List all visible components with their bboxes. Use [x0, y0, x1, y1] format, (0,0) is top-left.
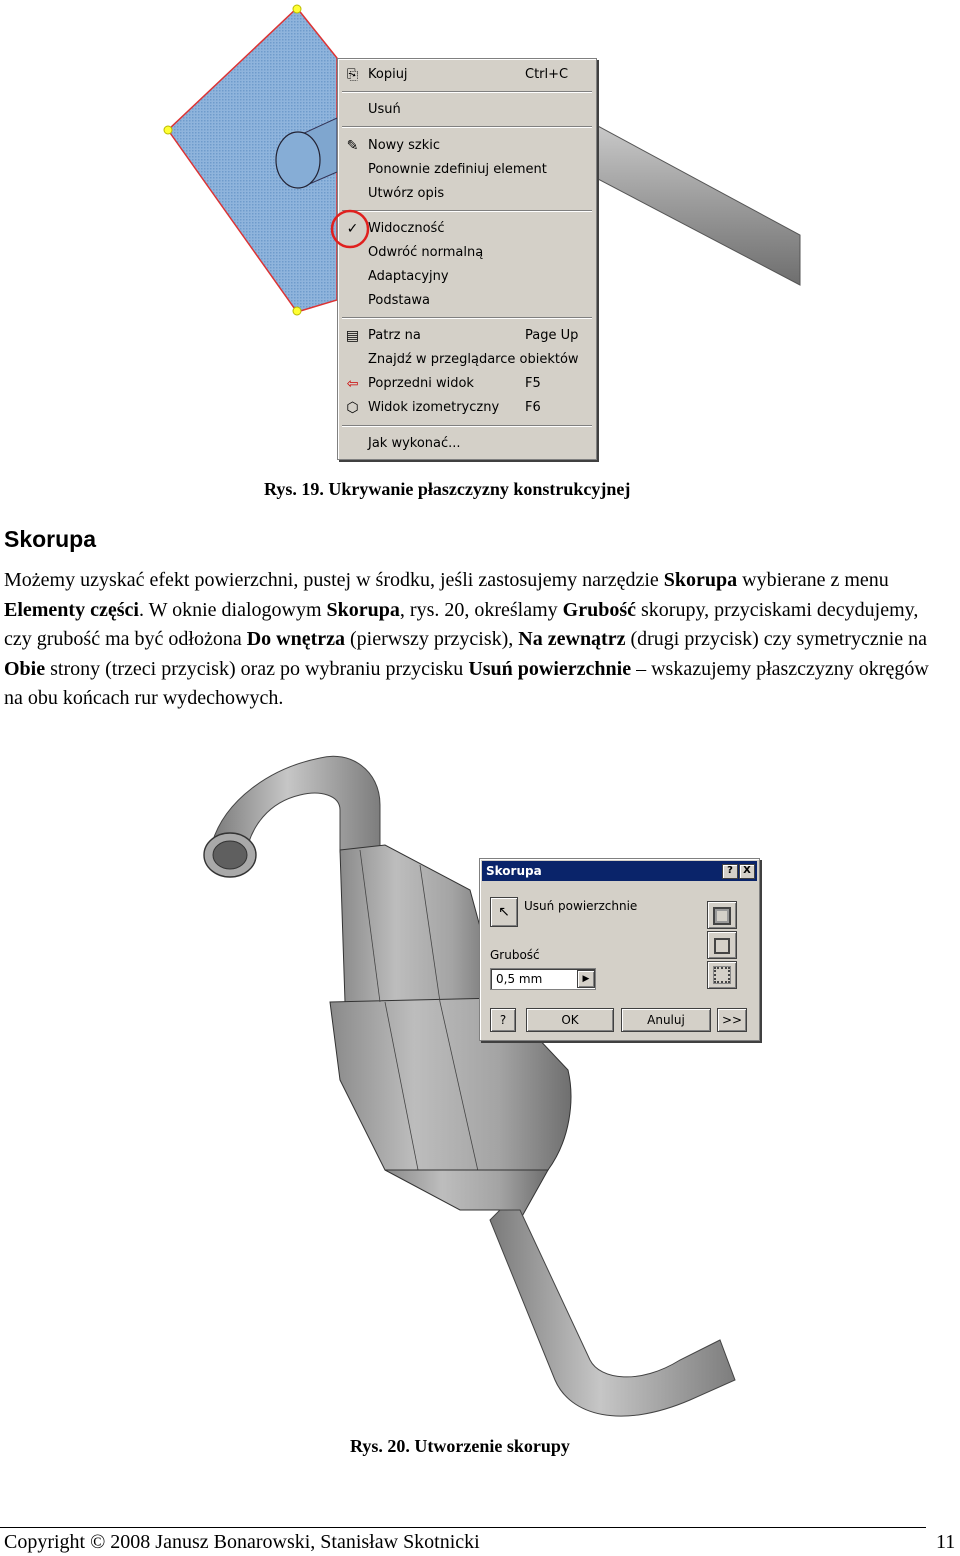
menu-separator [342, 317, 592, 319]
cancel-button[interactable]: Anuluj [621, 1008, 711, 1032]
look-at-icon: ▤ [345, 328, 360, 344]
close-title-button[interactable]: X [739, 864, 755, 879]
checkmark-icon: ✓ [346, 221, 359, 237]
pipe-right [596, 125, 800, 285]
footer-rule [0, 1527, 926, 1528]
figure-19-caption: Rys. 19. Ukrywanie płaszczyzny konstrukcyjnej [264, 479, 631, 499]
menu-separator [342, 210, 592, 212]
outside-direction-button[interactable] [707, 931, 737, 959]
thickness-field[interactable]: 0,5 mm ▶ [490, 968, 596, 990]
ok-button[interactable]: OK [526, 1008, 614, 1032]
menu-separator [342, 126, 592, 128]
help-title-button[interactable]: ? [722, 864, 738, 879]
thickness-label: Grubość [490, 948, 540, 962]
new-sketch-icon: ✎ [346, 138, 359, 154]
menu-item-create-note[interactable]: Utwórz opis [368, 186, 445, 201]
menu-item-flip-normal[interactable]: Odwróć normalną [368, 245, 484, 260]
shell-dialog [479, 858, 760, 1041]
remove-faces-label: Usuń powierzchnie [524, 899, 638, 913]
both-direction-button[interactable] [707, 961, 737, 989]
menu-item-isometric-view[interactable]: ⬡ Widok izometryczny F6 [338, 397, 596, 419]
dialog-title-bar: Skorupa ? X [482, 861, 757, 881]
thickness-arrow-icon[interactable]: ▶ [577, 970, 595, 988]
menu-separator [342, 425, 592, 427]
help-icon: ? [499, 1013, 507, 1027]
menu-item-find-in-browser[interactable]: Znajdź w przeglądarce obiektów [368, 352, 579, 367]
menu-item-visibility[interactable]: ✓ Widoczność [338, 218, 596, 240]
page-number: 11 [936, 1531, 956, 1553]
menu-item-look-at[interactable]: ▤ Patrz na Page Up [345, 328, 579, 344]
more-button[interactable]: >> [717, 1008, 747, 1032]
menu-item-redefine[interactable]: Ponownie zdefiniuj element [368, 162, 547, 177]
menu-item-delete[interactable]: Usuń [368, 102, 401, 117]
highlight-circle [325, 205, 375, 255]
context-menu [337, 58, 597, 460]
figure-19 [0, 0, 960, 499]
copy-icon: ⎘ [346, 67, 359, 83]
both-direction-icon [714, 967, 730, 983]
previous-view-icon: ⇦ [346, 376, 359, 392]
cursor-arrow-icon: ↖ [498, 904, 510, 920]
menu-item-adaptive[interactable]: Adaptacyjny [368, 269, 449, 284]
section-title: Skorupa [4, 526, 97, 552]
menu-separator [342, 91, 592, 93]
isometric-view-icon: ⬡ [346, 400, 359, 416]
inside-direction-icon [713, 907, 731, 925]
menu-item-base[interactable]: Podstawa [368, 293, 431, 308]
body-paragraph: Możemy uzyskać efekt powierzchni, pustej w środku, jeśli zastosujemy narzędzie Skorupa wybierane z menu Elementy części. W oknie dialogowym Skorupa, rys. 20, określamy Grubość skorupy, przyciskami decydujemy, czy grubość ma być odłożona Do wnętrza (pierwszy przycisk), Na zewnątrz (drugi przycisk) czy symetrycznie na Obie strony (trzeci przycisk) oraz po wybraniu przycisku Usuń powierzchnie – wskazujemy płaszczyzny okręgów na obu końcach rur wydechowych. [4, 569, 929, 709]
menu-item-copy[interactable]: ⎘ Kopiuj Ctrl+C [338, 64, 596, 86]
outside-direction-icon [714, 938, 730, 954]
exhaust-muffler-model [0, 740, 960, 1440]
help-button[interactable] [490, 1008, 516, 1032]
menu-item-previous-view[interactable]: ⇦ Poprzedni widok F5 [338, 373, 596, 395]
inside-direction-button[interactable] [707, 901, 737, 929]
menu-item-new-sketch[interactable]: ✎ Nowy szkic [338, 135, 596, 157]
footer-copyright: Copyright © 2008 Janusz Bonarowski, Stanisław Skotnicki [4, 1531, 480, 1553]
select-faces-button[interactable] [490, 897, 518, 927]
figure-20 [0, 740, 960, 1470]
menu-item-how-to[interactable]: Jak wykonać... [368, 436, 461, 451]
figure-20-caption: Rys. 20. Utworzenie skorupy [350, 1436, 570, 1456]
